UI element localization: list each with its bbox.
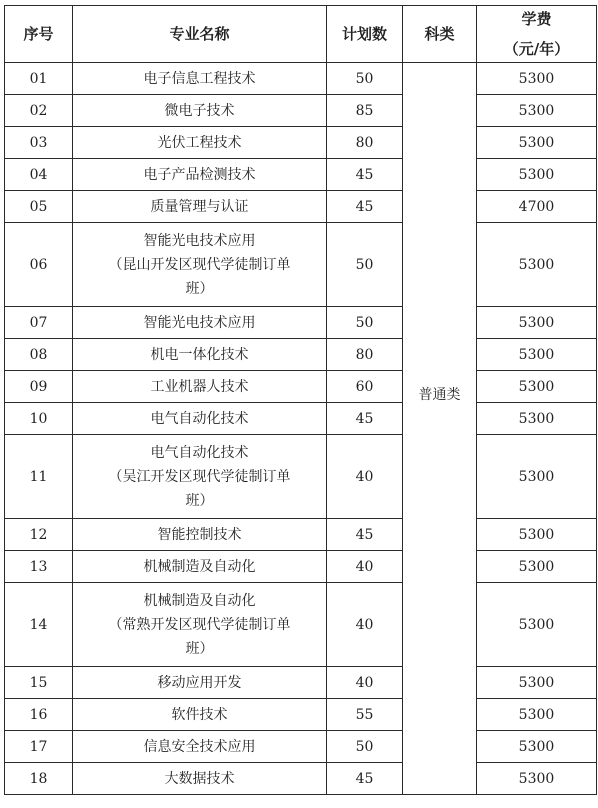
- table-row: [5, 583, 597, 667]
- cell-major-name: [73, 191, 327, 223]
- major-name-line: 光伏工程技术: [157, 134, 242, 151]
- enrollment-plan-table: [4, 5, 597, 795]
- major-name-line: 微电子技术: [164, 102, 235, 119]
- table-row: [5, 667, 597, 699]
- table-row: [5, 223, 597, 307]
- cell-plan-count: 45: [327, 763, 403, 795]
- cell-major-name: [73, 307, 327, 339]
- cell-index: 05: [5, 191, 73, 223]
- cell-major-name: [73, 339, 327, 371]
- cell-index: 02: [5, 95, 73, 127]
- table-row: [5, 127, 597, 159]
- header-tuition-label: 学费: [521, 10, 552, 28]
- table-row: [5, 699, 597, 731]
- cell-tuition: 5300: [477, 223, 597, 307]
- cell-index: 12: [5, 519, 73, 551]
- major-name-line: 电气自动化技术: [150, 410, 249, 427]
- major-name-line: 大数据技术: [164, 770, 235, 787]
- table-row: [5, 519, 597, 551]
- cell-plan-count: 80: [327, 127, 403, 159]
- major-name-line: （昆山开发区现代学徒制订单: [108, 256, 291, 273]
- cell-plan-count: 40: [327, 667, 403, 699]
- cell-plan-count: 45: [327, 191, 403, 223]
- table-row: [5, 63, 597, 95]
- cell-index: 03: [5, 127, 73, 159]
- cell-plan-count: 40: [327, 551, 403, 583]
- cell-major-name: [73, 95, 327, 127]
- cell-major-name: [73, 551, 327, 583]
- cell-tuition: 5300: [477, 667, 597, 699]
- cell-plan-count: 50: [327, 63, 403, 95]
- cell-index: 16: [5, 699, 73, 731]
- major-name-line: 智能光电技术应用: [143, 314, 256, 331]
- major-name-line: 智能光电技术应用: [143, 232, 256, 249]
- major-name-line: 班）: [185, 280, 214, 297]
- major-name-line: 软件技术: [171, 706, 228, 723]
- cell-plan-count: 55: [327, 699, 403, 731]
- major-name-line: 质量管理与认证: [150, 198, 249, 215]
- cell-plan-count: 60: [327, 371, 403, 403]
- table-row: [5, 339, 597, 371]
- table-row: [5, 371, 597, 403]
- cell-index: 04: [5, 159, 73, 191]
- cell-index: 10: [5, 403, 73, 435]
- table-row: [5, 307, 597, 339]
- cell-index: 08: [5, 339, 73, 371]
- cell-major-name: [73, 667, 327, 699]
- cell-major-name: [73, 159, 327, 191]
- major-name-line: 机械制造及自动化: [143, 558, 256, 575]
- major-name-line: （常熟开发区现代学徒制订单: [108, 616, 291, 633]
- cell-index: 14: [5, 583, 73, 667]
- cell-tuition: 5300: [477, 435, 597, 519]
- header-plan-count: 计划数: [327, 6, 403, 63]
- major-name-line: 移动应用开发: [157, 674, 242, 691]
- cell-major-name: [73, 699, 327, 731]
- cell-tuition: 5300: [477, 339, 597, 371]
- major-name-line: 工业机器人技术: [150, 378, 249, 395]
- cell-tuition: 5300: [477, 159, 597, 191]
- cell-plan-count: 50: [327, 307, 403, 339]
- cell-major-name: [73, 435, 327, 519]
- major-name-line: 机械制造及自动化: [143, 592, 256, 609]
- cell-plan-count: 40: [327, 435, 403, 519]
- cell-plan-count: 50: [327, 731, 403, 763]
- table-row: [5, 435, 597, 519]
- major-name-line: （吴江开发区现代学徒制订单: [108, 468, 291, 485]
- cell-tuition: 5300: [477, 731, 597, 763]
- header-category: 科类: [403, 6, 477, 63]
- header-major-name: 专业名称: [73, 6, 327, 63]
- cell-index: 11: [5, 435, 73, 519]
- cell-tuition: 5300: [477, 95, 597, 127]
- header-index: 序号: [5, 6, 73, 63]
- cell-tuition: 5300: [477, 551, 597, 583]
- cell-index: 06: [5, 223, 73, 307]
- cell-tuition: 5300: [477, 583, 597, 667]
- cell-plan-count: 40: [327, 583, 403, 667]
- cell-index: 07: [5, 307, 73, 339]
- cell-major-name: [73, 731, 327, 763]
- cell-major-name: [73, 371, 327, 403]
- cell-plan-count: 85: [327, 95, 403, 127]
- cell-plan-count: 80: [327, 339, 403, 371]
- table-row: [5, 159, 597, 191]
- header-tuition: [477, 6, 597, 63]
- cell-index: 13: [5, 551, 73, 583]
- category-label: 普通类: [418, 386, 461, 403]
- cell-index: 01: [5, 63, 73, 95]
- table-row: [5, 551, 597, 583]
- cell-major-name: [73, 583, 327, 667]
- cell-plan-count: 45: [327, 159, 403, 191]
- cell-index: 09: [5, 371, 73, 403]
- major-name-line: 班）: [185, 492, 214, 509]
- table-row: [5, 95, 597, 127]
- table-row: [5, 191, 597, 223]
- cell-major-name: [73, 63, 327, 95]
- cell-index: 17: [5, 731, 73, 763]
- cell-major-name: [73, 763, 327, 795]
- cell-major-name: [73, 403, 327, 435]
- cell-tuition: 5300: [477, 127, 597, 159]
- table-row: [5, 403, 597, 435]
- major-name-line: 班）: [185, 640, 214, 657]
- cell-major-name: [73, 127, 327, 159]
- cell-index: 15: [5, 667, 73, 699]
- cell-tuition: 5300: [477, 699, 597, 731]
- header-row: [5, 6, 597, 63]
- cell-major-name: [73, 519, 327, 551]
- major-name-line: 机电一体化技术: [150, 346, 249, 363]
- major-name-line: 电气自动化技术: [150, 444, 249, 461]
- cell-plan-count: 50: [327, 223, 403, 307]
- cell-tuition: 5300: [477, 63, 597, 95]
- cell-tuition: 5300: [477, 307, 597, 339]
- cell-tuition: 5300: [477, 519, 597, 551]
- cell-tuition: 5300: [477, 371, 597, 403]
- cell-tuition: 5300: [477, 403, 597, 435]
- major-name-line: 电子信息工程技术: [143, 70, 256, 87]
- major-name-line: 智能控制技术: [157, 526, 242, 543]
- major-name-line: 信息安全技术应用: [143, 738, 256, 755]
- cell-plan-count: 45: [327, 403, 403, 435]
- cell-tuition: 5300: [477, 763, 597, 795]
- major-name-line: 电子产品检测技术: [143, 166, 256, 183]
- header-tuition-unit: （元/年）: [503, 40, 570, 58]
- table-body: [5, 63, 597, 795]
- table-row: [5, 731, 597, 763]
- table-row: [5, 763, 597, 795]
- cell-index: 18: [5, 763, 73, 795]
- cell-plan-count: 45: [327, 519, 403, 551]
- cell-major-name: [73, 223, 327, 307]
- cell-tuition: 4700: [477, 191, 597, 223]
- cell-category-merged: [403, 63, 477, 795]
